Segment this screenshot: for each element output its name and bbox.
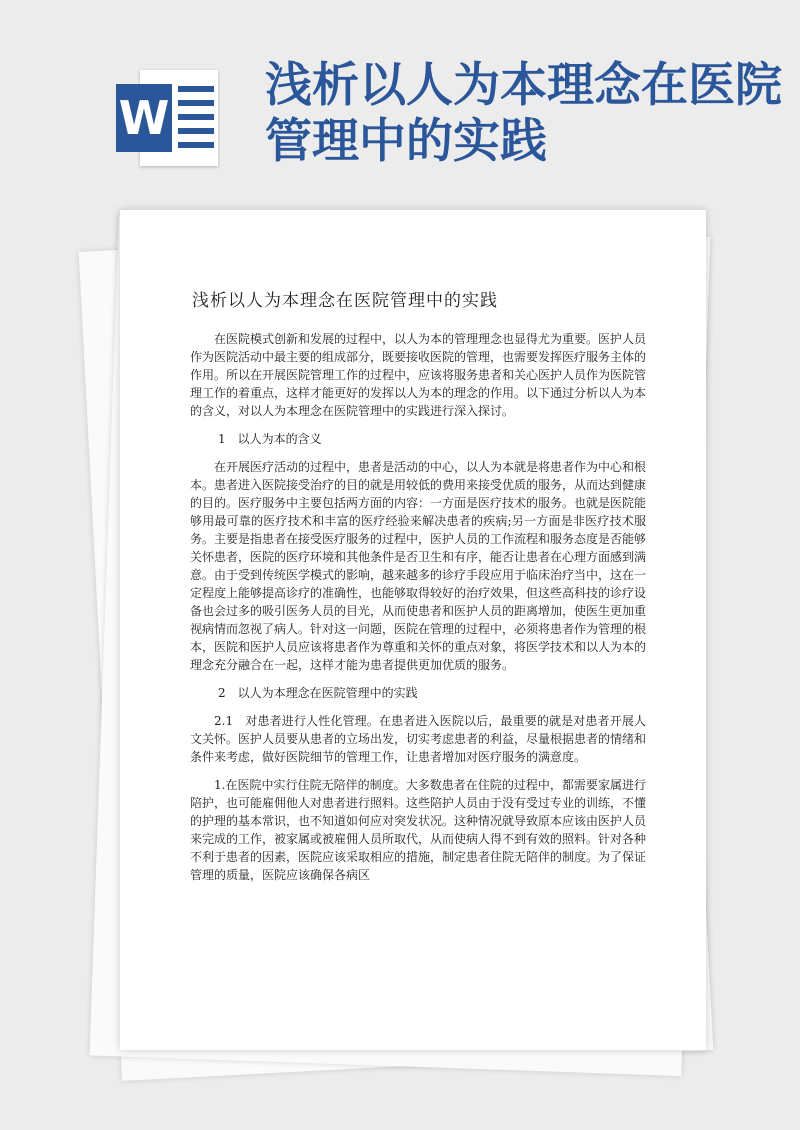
document-title: 浅析以人为本理念在医院管理中的实践	[192, 291, 498, 311]
section-2-1-1-paragraph: 1.在医院中实行住院无陪伴的制度。大多数患者在住院的过程中，都需要家属进行陪护，也可能雇佣他人对患者进行照料。这些陪护人员由于没有受过专业的训练，不懂的护理的基本常识，也不知道如何应对突发状况。这种情况就导致原本应该由医护人员来完成的工作，被家属或被雇佣人员所取代，从而使病人得不到有效的照料。针对各种不利于患者的因素，医院应该采取相应的措施，制定患者住院无陪伴的制度。为了保证管理的质量，医院应该确保各病区	[190, 778, 647, 882]
word-icon-line	[178, 114, 214, 120]
banner	[0, 0, 800, 205]
word-document-icon	[116, 70, 218, 166]
word-icon-line	[178, 100, 214, 106]
word-icon-line	[178, 142, 214, 148]
section-1-heading: 1 以人为本的含义	[218, 432, 322, 446]
document-page	[120, 210, 706, 1050]
section-1-paragraph: 在开展医疗活动的过程中，患者是活动的中心，以人为本就是将患者作为中心和根本。患者进入医院接受治疗的目的就是用较低的费用来接受优质的服务，从而达到健康的目的。医疗服务中主要包括两方面的内容：一方面是医疗技术的服务。也就是医院能够用最可靠的医疗技术和丰富的医疗经验来解决患者的疾病;另一方面是非医疗技术服务。主要是指患者在接受医疗服务的过程中，医护人员的工作流程和服务态度是否能够关怀患者，医院的医疗环境和其他条件是否卫生和有序，能否让患者在心理方面感到满意。由于受到传统医学模式的影响，越来越多的诊疗手段应用于临床治疗当中，这在一定程度上能够提高诊疗的准确性，也能够取得较好的治疗效果，但这些高科技的诊疗设备也会过多的吸引医务人员的目光，从而使患者和医护人员的距离增加，使医生更加重视病情而忽视了病人。针对这一问题，医院在管理的过程中，必须将患者作为管理的根本，医院和医护人员应该将患者作为尊重和关怀的重点对象，将医学技术和以人为本的理念充分融合在一起，这样才能为患者提供更加优质的服务。	[190, 460, 647, 672]
section-2-heading: 2 以人为本理念在医院管理中的实践	[218, 686, 418, 700]
word-icon-line	[178, 86, 214, 92]
banner-title: 浅析以人为本理念在医院管理中的实践	[265, 58, 782, 169]
section-2-1-paragraph: 2.1 对患者进行人性化管理。在患者进入医院以后，最重要的就是对患者开展人文关怀。医护人员要从患者的立场出发，切实考虑患者的利益，尽量根据患者的情绪和条件来考虑，做好医院细节的管理工作，让患者增加对医疗服务的满意度。	[190, 714, 647, 764]
document-body	[190, 330, 646, 894]
word-icon-letter: W	[116, 84, 172, 152]
intro-paragraph: 在医院模式创新和发展的过程中，以人为本的管理理念也显得尤为重要。医护人员作为医院活动中最主要的组成部分，既要接收医院的管理，也需要发挥医疗服务主体的作用。所以在开展医院管理工作的过程中，应该将服务患者和关心医护人员作为医院管理工作的着重点，这样才能更好的发挥以人为本的理念的作用。以下通过分析以人为本的含义，对以人为本理念在医院管理中的实践进行深入探讨。	[190, 332, 647, 418]
word-icon-line	[178, 128, 214, 134]
